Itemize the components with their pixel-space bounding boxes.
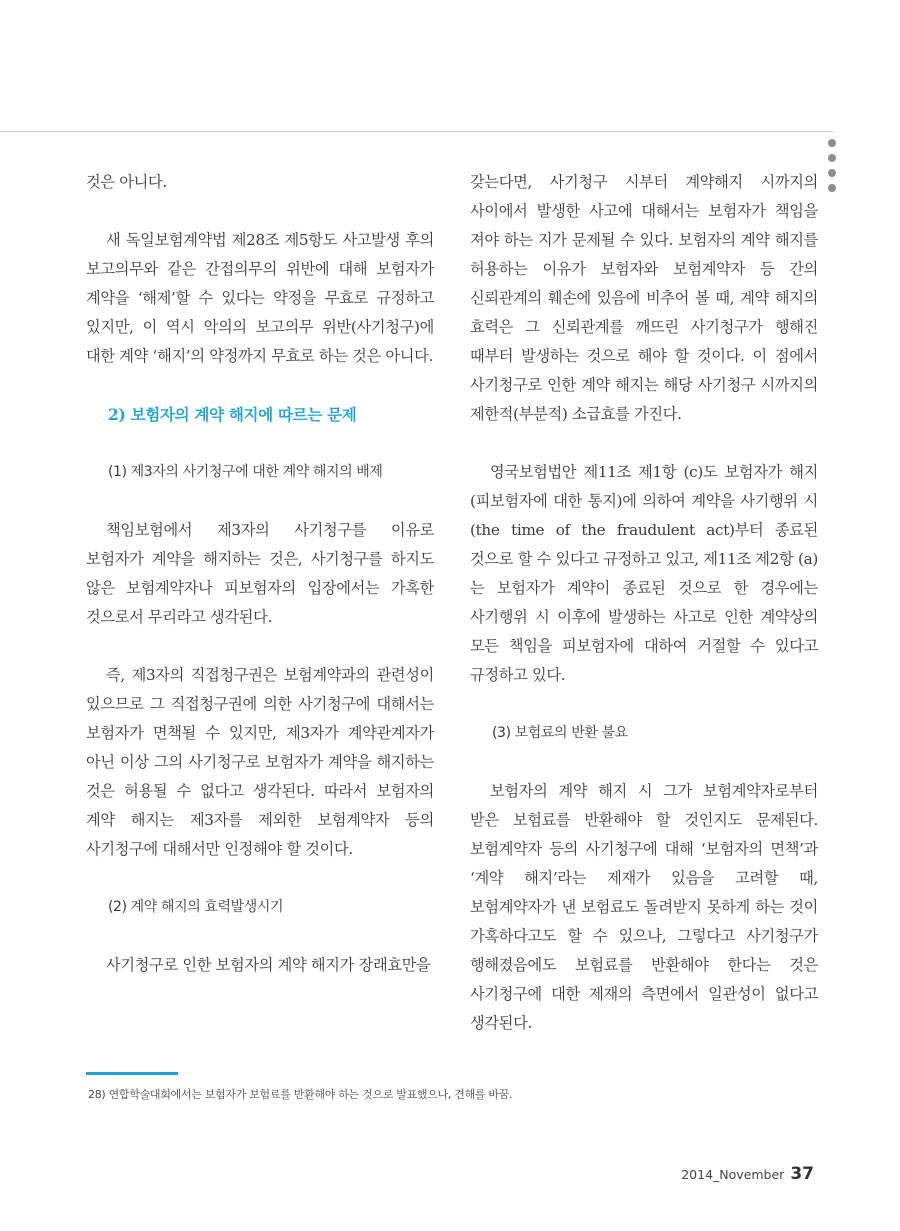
paragraph: 즉, 제3자의 직접청구권은 보험계약과의 관련성이 있으므로 그 직접청구권에 의한 사기청구에 대해서는 보험자가 면책될 수 있지만, 제3자가 계약관계자가 아닌 이상 그의 사기청구로 보험자가 계약을 해지하는 것은 허용될 수 없다고 생각된다. 따라서 보험자의 계약 해지는 제3자를 제외한 보험계약자 등의 사기청구에 대해서만 인정해야 할 것이다. bbox=[86, 666, 434, 858]
page-number: 37 bbox=[790, 1164, 814, 1184]
paragraph-continuation: 것은 아니다. bbox=[86, 173, 167, 191]
ornament-dot bbox=[828, 169, 836, 177]
paragraph: 영국보험법안 제11조 제1항 (c)도 보험자가 해지(피보험자에 대한 통지)에 의하여 계약을 사기행위 시(the time of the fraudulent act)부터 종료된 것으로 할 수 있다고 규정하고 있고, 제11조 제2항 (a)는 보험자가 계약이 종료된 것으로 한 경우에는 사기행위 시 이후에 발생하는 사고로 인한 계약상의 모든 책임을 피보험자에 대하여 거절할 수 있다고 규정하고 있다. bbox=[470, 463, 818, 684]
paragraph: 보험자의 계약 해지 시 그가 보험계약자로부터 받은 보험료를 반환해야 할 것인지도 문제된다. 보험계약자 등의 사기청구에 대해 ‘보험자의 면책’과 ‘계약 해지’라는 제재가 있음을 고려할 때, 보험계약자가 낸 보험료도 돌려받지 못하게 하는 것이 가혹하다고도 할 수 있으나, 그렇다고 사기청구가 행해졌음에도 보험료를 반환해야 한다는 것은 사기청구에 대한 제재의 측면에서 일관성이 없다고 생각된다. bbox=[470, 782, 818, 1032]
ornament-dot bbox=[828, 154, 836, 162]
ornament-dot bbox=[828, 139, 836, 147]
top-rule bbox=[0, 131, 833, 132]
subsection-heading: (3) 보험료의 반환 불요 bbox=[492, 725, 628, 741]
section-heading: 2) 보험자의 계약 해지에 따르는 문제 bbox=[108, 405, 357, 424]
subsection-heading: (1) 제3자의 사기청구에 대한 계약 해지의 배제 bbox=[108, 464, 383, 480]
right-column bbox=[470, 168, 818, 1038]
ornament-dot bbox=[828, 184, 836, 192]
subsection-heading: (2) 계약 해지의 효력발생시기 bbox=[108, 899, 284, 915]
page-folio bbox=[681, 1164, 814, 1184]
paragraph-continuation: 갖는다면, 사기청구 시부터 계약해지 시까지의 사이에서 발생한 사고에 대해서는 보험자가 책임을 져야 하는 지가 문제될 수 있다. 보험자의 계약 해지를 허용하는 이유가 보험자와 보험계약자 등 간의 신뢰관계의 훼손에 있음에 비추어 볼 때, 계약 해지의 효력은 그 신뢰관계를 깨뜨린 사기청구가 행해진 때부터 발생하는 것으로 해야 할 것이다. 이 점에서 사기청구로 인한 계약 해지는 해당 사기청구 시까지의 제한적(부분적) 소급효를 가진다. bbox=[470, 173, 818, 423]
left-column bbox=[86, 168, 434, 980]
paragraph: 사기청구로 인한 보험자의 계약 해지가 장래효만을 bbox=[106, 956, 431, 974]
page-ornament-dots bbox=[828, 139, 836, 192]
paragraph: 책임보험에서 제3자의 사기청구를 이유로 보험자가 계약을 해지하는 것은, 사기청구를 하지도 않은 보험계약자나 피보험자의 입장에서는 가혹한 것으로서 무리라고 생각된다. bbox=[86, 521, 434, 626]
issue-label: 2014_November bbox=[681, 1167, 785, 1182]
footnote: 28) 연합학술대회에서는 보험자가 보험료를 반환해야 하는 것으로 발표했으나, 견해를 바꿈. bbox=[88, 1088, 513, 1101]
paragraph: 새 독일보험계약법 제28조 제5항도 사고발생 후의 보고의무와 같은 간접의무의 위반에 대해 보험자가 계약을 ‘해제’할 수 있다는 약정을 무효로 규정하고 있지만, 이 역시 악의의 보고의무 위반(사기청구)에 대한 계약 ‘해지’의 약정까지 무효로 하는 것은 아니다. bbox=[86, 231, 434, 365]
footnote-rule bbox=[86, 1072, 178, 1075]
